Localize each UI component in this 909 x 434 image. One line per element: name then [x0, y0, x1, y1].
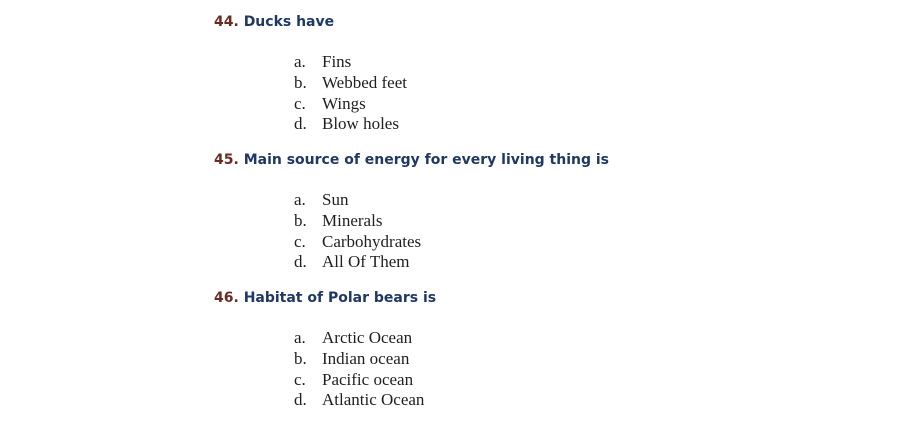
- option-item: [294, 190, 421, 211]
- option-text: Arctic Ocean: [322, 328, 413, 347]
- option-item: [294, 370, 424, 391]
- option-letter: d.: [294, 114, 307, 134]
- question-text: Habitat of Polar bears is: [243, 290, 437, 306]
- question-heading-46: [214, 289, 436, 307]
- option-item: [294, 232, 421, 253]
- option-text: Fins: [322, 52, 352, 71]
- option-text: Indian ocean: [322, 348, 410, 368]
- option-item: [294, 94, 407, 115]
- option-text: Webbed feet: [322, 72, 407, 92]
- option-item: [294, 211, 421, 232]
- option-text: Minerals: [322, 210, 383, 230]
- option-letter: d.: [294, 252, 307, 272]
- question-number: 46.: [214, 290, 239, 306]
- question-heading-44: [214, 13, 334, 31]
- option-item: [294, 390, 424, 411]
- option-letter: c.: [294, 369, 306, 389]
- question-heading-45: [214, 151, 609, 169]
- option-item: [294, 349, 424, 370]
- option-letter: b.: [294, 72, 307, 92]
- option-item: [294, 328, 424, 349]
- option-letter: c.: [294, 231, 306, 251]
- option-text: Pacific ocean: [322, 369, 414, 389]
- option-letter: b.: [294, 348, 307, 368]
- option-letter: a.: [294, 190, 306, 209]
- option-text: Carbohydrates: [322, 231, 422, 251]
- option-text: Atlantic Ocean: [322, 390, 425, 410]
- option-text: All Of Them: [322, 252, 410, 272]
- option-list-44: [294, 52, 407, 135]
- question-text: Main source of energy for every living thing is: [243, 152, 610, 168]
- option-letter: a.: [294, 52, 306, 71]
- question-text: Ducks have: [243, 14, 335, 30]
- option-item: [294, 114, 407, 135]
- option-item: [294, 73, 407, 94]
- option-list-46: [294, 328, 424, 411]
- option-text: Sun: [322, 190, 349, 209]
- option-item: [294, 252, 421, 273]
- option-letter: d.: [294, 390, 307, 410]
- option-item: [294, 52, 407, 73]
- question-number: 45.: [214, 152, 239, 168]
- option-letter: a.: [294, 328, 306, 347]
- option-list-45: [294, 190, 421, 273]
- option-letter: b.: [294, 210, 307, 230]
- question-number: 44.: [214, 14, 239, 30]
- option-text: Blow holes: [322, 114, 399, 134]
- option-text: Wings: [322, 93, 366, 113]
- option-letter: c.: [294, 93, 306, 113]
